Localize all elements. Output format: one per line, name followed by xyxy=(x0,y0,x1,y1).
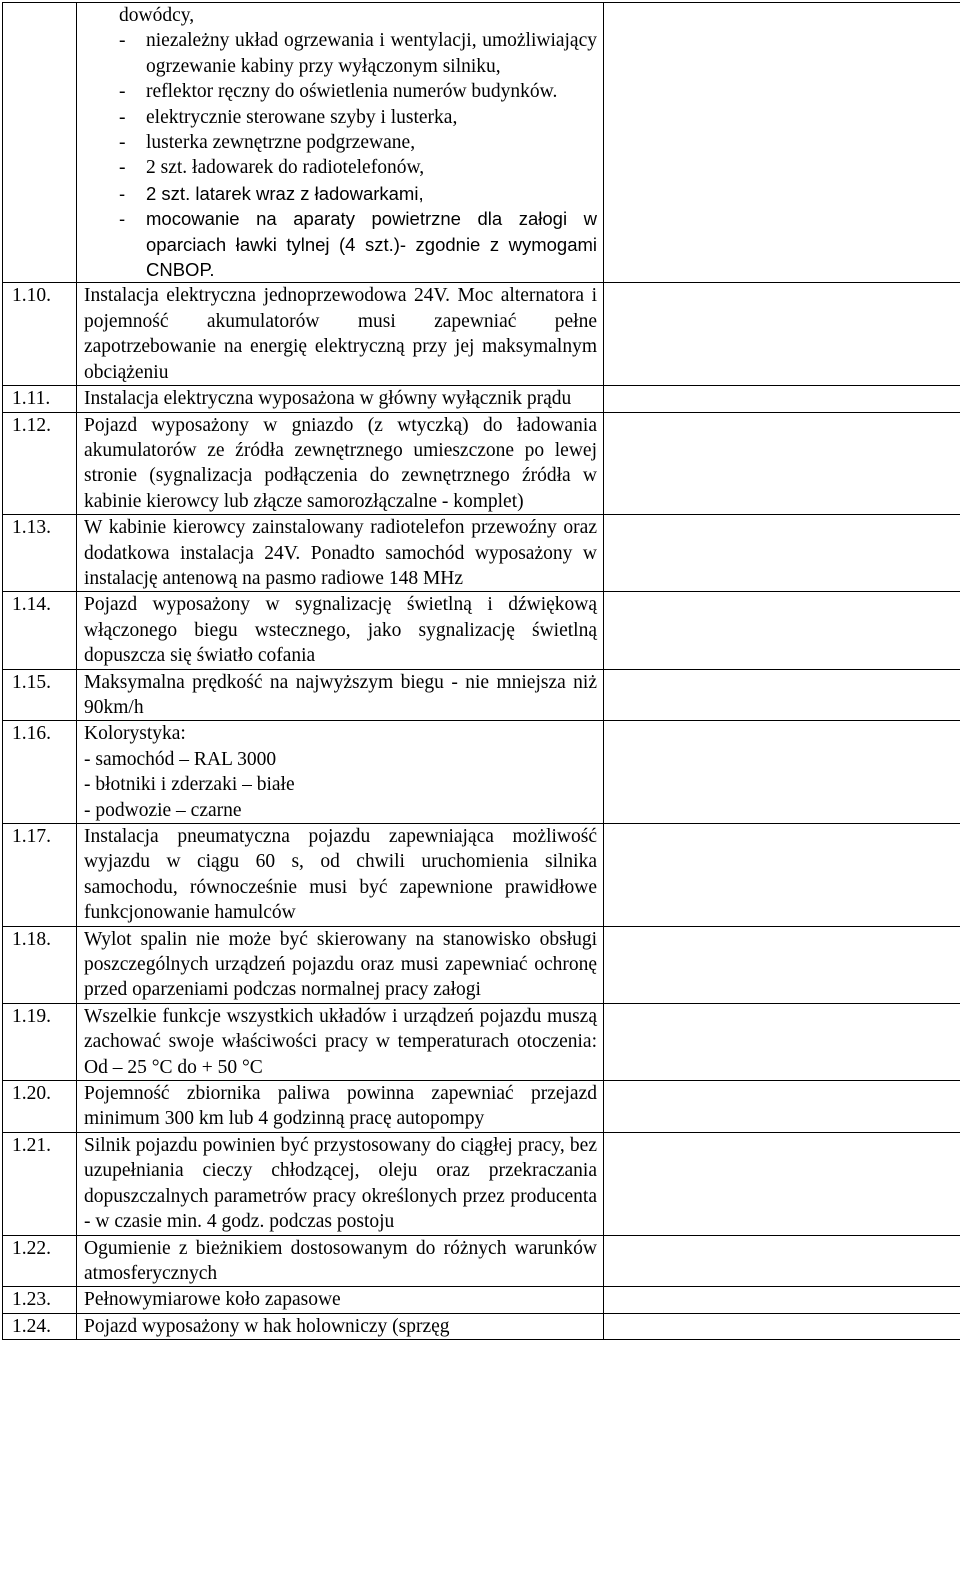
row-number: 1.19. xyxy=(3,1003,77,1080)
row-number: 1.20. xyxy=(3,1081,77,1133)
table-row xyxy=(3,824,960,927)
bullet-item: - mocowanie na aparaty powietrzne dla załogi w oparciach ławki tylnej (4 szt.)- zgodnie z wymogami CNBOP. xyxy=(119,208,597,281)
row-value-cell[interactable] xyxy=(604,1132,960,1235)
bullet-item: - lusterka zewnętrzne podgrzewane, xyxy=(119,132,416,154)
bullet-item: - reflektor ręczny do oświetlenia numerów budynków. xyxy=(119,81,558,103)
row-description: W kabinie kierowcy zainstalowany radiotelefon przewoźny oraz dodatkowa instalacja 24V. Ponadto samochód wyposażony w instalację antenową na pasmo radiowe 148 MHz xyxy=(77,515,604,592)
row-number: 1.11. xyxy=(3,386,77,412)
color-scheme-title: Kolorystyka: xyxy=(84,723,186,745)
bullet-item: - 2 szt. ładowarek do radiotelefonów, xyxy=(119,157,425,179)
row-number: 1.10. xyxy=(3,283,77,386)
row-number: 1.14. xyxy=(3,592,77,669)
table-row xyxy=(3,926,960,1003)
row-value-cell[interactable] xyxy=(604,1313,960,1339)
row-description: Maksymalna prędkość na najwyższym biegu - nie mniejsza niż 90km/h xyxy=(77,669,604,721)
row-value-cell[interactable] xyxy=(604,1003,960,1080)
row-number: 1.23. xyxy=(3,1287,77,1313)
row-value-cell[interactable] xyxy=(604,721,960,824)
row-description: Pojazd wyposażony w hak holowniczy (sprzęg xyxy=(77,1313,604,1339)
table-row xyxy=(3,1003,960,1080)
row-description: Wszelkie funkcje wszystkich układów i urządzeń pojazdu muszą zachować swoje właściwości pracy w temperaturach otoczenia: Od – 25 °C do + 50 °C xyxy=(77,1003,604,1080)
row-description: Instalacja elektryczna jednoprzewodowa 24V. Moc alternatora i pojemność akumulatorów musi zapewniać pełne zapotrzebowanie na energię elektryczną przy jej maksymalnym obciążeniu xyxy=(77,283,604,386)
row-value-cell[interactable] xyxy=(604,515,960,592)
table-row xyxy=(3,1287,960,1313)
color-scheme-line: - samochód – RAL 3000 xyxy=(84,748,277,770)
table-row xyxy=(3,1235,960,1287)
row-value-cell[interactable] xyxy=(604,412,960,515)
table-row xyxy=(3,515,960,592)
row-description: Instalacja elektryczna wyposażona w główny wyłącznik prądu xyxy=(77,386,604,412)
table-row xyxy=(3,721,960,824)
row-number: 1.21. xyxy=(3,1132,77,1235)
color-scheme-line: - błotniki i zderzaki – białe xyxy=(84,774,295,796)
specification-table xyxy=(2,2,960,1340)
row-description: Silnik pojazdu powinien być przystosowany do ciągłej pracy, bez uzupełniania cieczy chłodzącej, oleju oraz przekraczania dopuszczalnych parametrów pracy określonych przez producenta - w czasie min. 4 godz. podczas postoju xyxy=(77,1132,604,1235)
row-value-cell[interactable] xyxy=(604,283,960,386)
row-value-cell[interactable] xyxy=(604,592,960,669)
table-row xyxy=(3,1081,960,1133)
row-number: 1.16. xyxy=(3,721,77,824)
row-description xyxy=(77,3,604,283)
table-row xyxy=(3,283,960,386)
row-description xyxy=(77,721,604,824)
color-scheme-line: - podwozie – czarne xyxy=(84,799,242,821)
table-row xyxy=(3,386,960,412)
row-value-cell[interactable] xyxy=(604,3,960,283)
row-description: Pojemność zbiornika paliwa powinna zapewniać przejazd minimum 300 km lub 4 godzinną pracę autopompy xyxy=(77,1081,604,1133)
bullet-item: - 2 szt. latarek wraz z ładowarkami, xyxy=(119,182,424,204)
row-number xyxy=(3,3,77,283)
table-row xyxy=(3,669,960,721)
row-value-cell[interactable] xyxy=(604,1235,960,1287)
row-number: 1.13. xyxy=(3,515,77,592)
table-row xyxy=(3,1132,960,1235)
table-row xyxy=(3,412,960,515)
bullet-item: - elektrycznie sterowane szyby i lusterka, xyxy=(119,106,458,128)
row-description: Pełnowymiarowe koło zapasowe xyxy=(77,1287,604,1313)
row-number: 1.12. xyxy=(3,412,77,515)
row-value-cell[interactable] xyxy=(604,1287,960,1313)
row-description: Pojazd wyposażony w sygnalizację świetlną i dźwiękową włączonego biegu wstecznego, jako sygnalizację świetlną dopuszcza się światło cofania xyxy=(77,592,604,669)
row-number: 1.22. xyxy=(3,1235,77,1287)
row-value-cell[interactable] xyxy=(604,669,960,721)
table-row xyxy=(3,3,960,283)
row-number: 1.24. xyxy=(3,1313,77,1339)
row-value-cell[interactable] xyxy=(604,824,960,927)
row-description: Wylot spalin nie może być skierowany na stanowisko obsługi poszczególnych urządzeń pojazdu oraz musi zapewniać ochronę przed oparzeniami podczas normalnej pracy załogi xyxy=(77,926,604,1003)
continuation-lead: dowódcy, xyxy=(119,5,195,26)
row-description: Ogumienie z bieżnikiem dostosowanym do różnych warunków atmosferycznych xyxy=(77,1235,604,1287)
row-number: 1.18. xyxy=(3,926,77,1003)
table-row xyxy=(3,592,960,669)
row-number: 1.17. xyxy=(3,824,77,927)
row-value-cell[interactable] xyxy=(604,1081,960,1133)
row-description: Instalacja pneumatyczna pojazdu zapewniająca możliwość wyjazdu w ciągu 60 s, od chwili uruchomienia silnika samochodu, równocześnie musi być zapewnione prawidłowe funkcjonowanie hamulców xyxy=(77,824,604,927)
bullet-item: - niezależny układ ogrzewania i wentylacji, umożliwiający ogrzewanie kabiny przy wyłączonym silniku, xyxy=(119,30,597,77)
row-number: 1.15. xyxy=(3,669,77,721)
row-description: Pojazd wyposażony w gniazdo (z wtyczką) do ładowania akumulatorów ze źródła zewnętrznego umieszczone po lewej stronie (sygnalizacja podłączenia do zewnętrznego źródła w kabinie kierowcy lub złącze samorozłączalne - komplet) xyxy=(77,412,604,515)
row-value-cell[interactable] xyxy=(604,386,960,412)
row-value-cell[interactable] xyxy=(604,926,960,1003)
table-row xyxy=(3,1313,960,1339)
